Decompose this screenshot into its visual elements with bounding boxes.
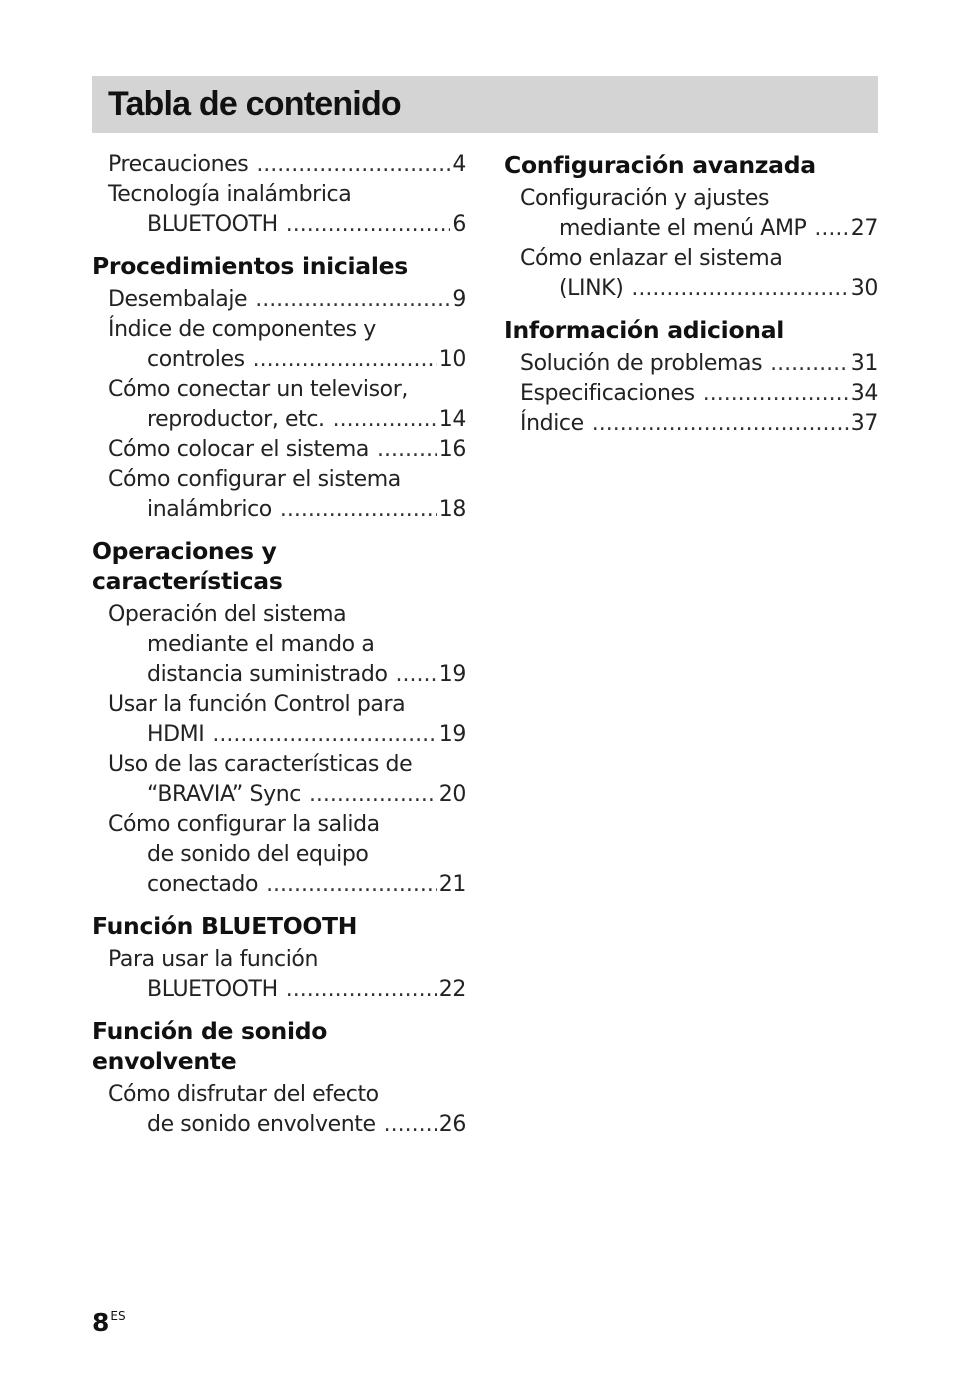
toc-leader-dots: [703, 379, 849, 409]
section-heading-line: Configuración avanzada: [504, 151, 816, 179]
toc-leader-dots: [770, 349, 849, 379]
toc-entry-text: conectado: [147, 872, 259, 897]
section-heading-line: Función BLUETOOTH: [92, 912, 358, 940]
toc-entry-line: [92, 630, 466, 660]
toc-page-number: 26: [438, 1112, 466, 1137]
toc-entry-text: Cómo conectar un televisor,: [108, 377, 408, 402]
toc-entry-line: [92, 975, 466, 1005]
toc-section: [504, 315, 878, 439]
toc-entry-text: inalámbrico: [147, 497, 272, 522]
toc-entry-line: [504, 379, 878, 409]
toc-page-number: 16: [438, 437, 466, 462]
toc-entry-text: Especificaciones: [520, 381, 695, 406]
toc-section: [92, 1016, 466, 1140]
toc-entry-list: [504, 184, 878, 304]
toc-entry-list: [92, 945, 466, 1005]
toc-entry-text: reproductor, etc.: [147, 407, 325, 432]
toc-entry[interactable]: [92, 315, 466, 375]
toc-entry-line: [92, 1080, 466, 1110]
toc-entry-text: Solución de problemas: [520, 351, 763, 376]
toc-entry-line: [92, 660, 466, 690]
section-heading: [504, 150, 878, 180]
section-heading: [92, 536, 466, 596]
toc-entry-line: [504, 184, 878, 214]
toc-entry[interactable]: [92, 375, 466, 435]
toc-page-number: 6: [452, 212, 466, 237]
toc-leader-dots: [333, 405, 437, 435]
toc-entry-text: Índice: [520, 411, 584, 436]
toc-entry-line: [504, 214, 878, 244]
toc-right-column: [504, 150, 878, 450]
toc-leader-dots: [814, 214, 848, 244]
toc-entry-line: [92, 210, 466, 240]
toc-entry-text: mediante el mando a: [147, 632, 375, 657]
toc-entry[interactable]: [92, 435, 466, 465]
toc-page-number: 34: [850, 381, 878, 406]
toc-leader-dots: [256, 150, 450, 180]
toc-entry[interactable]: [504, 409, 878, 439]
section-heading-line: Función de sonido: [92, 1017, 328, 1045]
toc-leader-dots: [377, 435, 437, 465]
toc-leader-dots: [396, 660, 437, 690]
page-number: [92, 1308, 126, 1337]
toc-entry-text: “BRAVIA” Sync: [147, 782, 301, 807]
toc-entry-text: Cómo colocar el sistema: [108, 437, 369, 462]
toc-entry-text: Índice de componentes y: [108, 317, 376, 342]
section-heading: [92, 251, 466, 281]
toc-entry-text: Cómo disfrutar del efecto: [108, 1082, 379, 1107]
toc-leader-dots: [255, 285, 450, 315]
toc-entry-line: [92, 435, 466, 465]
toc-entry-line: [92, 1110, 466, 1140]
toc-page-number: 10: [438, 347, 466, 372]
toc-page-number: 31: [850, 351, 878, 376]
toc-entry-text: Operación del sistema: [108, 602, 347, 627]
toc-page-number: 19: [438, 722, 466, 747]
toc-entry[interactable]: [92, 150, 466, 180]
toc-entry-text: HDMI: [147, 722, 205, 747]
toc-entry[interactable]: [92, 1080, 466, 1140]
section-heading-line: Operaciones y: [92, 537, 277, 565]
toc-leader-dots: [266, 870, 437, 900]
page-title: Tabla de contenido: [108, 85, 401, 123]
toc-entry-text: Usar la función Control para: [108, 692, 406, 717]
toc-entry-text: Uso de las características de: [108, 752, 413, 777]
toc-entry-text: BLUETOOTH: [147, 977, 278, 1002]
toc-entry[interactable]: [92, 945, 466, 1005]
toc-entry[interactable]: [504, 184, 878, 244]
toc-intro-entries: [92, 150, 466, 240]
section-heading: [92, 911, 466, 941]
toc-entry-text: Cómo enlazar el sistema: [520, 246, 783, 271]
toc-entry[interactable]: [92, 690, 466, 750]
toc-entry-line: [92, 315, 466, 345]
page-language-code: ES: [110, 1308, 126, 1323]
toc-entry-text: mediante el menú AMP: [559, 216, 807, 241]
toc-page-number: 18: [438, 497, 466, 522]
toc-entry-line: [92, 720, 466, 750]
toc-entry-line: [504, 409, 878, 439]
toc-entry[interactable]: [92, 810, 466, 900]
toc-entry[interactable]: [504, 379, 878, 409]
toc-entry-line: [92, 405, 466, 435]
toc-entry-line: [92, 945, 466, 975]
toc-entry-line: [92, 285, 466, 315]
toc-leader-dots: [631, 274, 848, 304]
toc-leader-dots: [253, 345, 437, 375]
section-heading: [504, 315, 878, 345]
toc-leader-dots: [280, 495, 437, 525]
toc-entry-line: [92, 495, 466, 525]
toc-entry-list: [92, 1080, 466, 1140]
toc-entry[interactable]: [504, 244, 878, 304]
toc-entry-line: [92, 345, 466, 375]
toc-entry-text: Cómo configurar la salida: [108, 812, 380, 837]
toc-page-number: 20: [438, 782, 466, 807]
toc-entry-text: controles: [147, 347, 245, 372]
section-heading-line: envolvente: [92, 1047, 237, 1075]
toc-entry-text: Cómo configurar el sistema: [108, 467, 401, 492]
toc-entry-text: Configuración y ajustes: [520, 186, 770, 211]
toc-page-number: 21: [438, 872, 466, 897]
toc-section: [92, 536, 466, 900]
toc-entry[interactable]: [92, 465, 466, 525]
section-heading-line: Procedimientos iniciales: [92, 252, 408, 280]
toc-entry-text: (LINK): [559, 276, 624, 301]
toc-entry[interactable]: [504, 349, 878, 379]
toc-entry-line: [92, 840, 466, 870]
toc-entry-text: Precauciones: [108, 152, 249, 177]
toc-entry-list: [504, 349, 878, 439]
toc-entry-line: [504, 244, 878, 274]
toc-page-number: 14: [438, 407, 466, 432]
toc-page-number: 19: [438, 662, 466, 687]
toc-entry-text: BLUETOOTH: [147, 212, 278, 237]
toc-entry-line: [92, 150, 466, 180]
toc-page-number: 30: [850, 276, 878, 301]
toc-entry-text: de sonido envolvente: [147, 1112, 376, 1137]
toc-entry-text: Tecnología inalámbrica: [108, 182, 352, 207]
toc-page-number: 4: [452, 152, 466, 177]
toc-entry[interactable]: [92, 285, 466, 315]
toc-entry-line: [504, 349, 878, 379]
section-heading-line: Información adicional: [504, 316, 785, 344]
toc-section: [504, 150, 878, 304]
toc-page-number: 9: [452, 287, 466, 312]
toc-entry[interactable]: [92, 180, 466, 240]
toc-entry-list: [92, 600, 466, 900]
toc-entry-line: [92, 780, 466, 810]
toc-entry[interactable]: [92, 750, 466, 810]
toc-leader-dots: [592, 409, 849, 439]
toc-entry-line: [92, 690, 466, 720]
toc-entry-line: [92, 180, 466, 210]
toc-entry-list: [92, 285, 466, 525]
toc-entry-text: Para usar la función: [108, 947, 319, 972]
toc-entry-text: distancia suministrado: [147, 662, 388, 687]
section-heading: [92, 1016, 466, 1076]
toc-leader-dots: [384, 1110, 437, 1140]
toc-section: [92, 911, 466, 1005]
toc-section: [92, 251, 466, 525]
toc-entry-line: [92, 375, 466, 405]
page-number-value: 8: [92, 1308, 110, 1337]
toc-left-column: [92, 150, 466, 1151]
toc-entry-line: [92, 810, 466, 840]
toc-page-number: 27: [850, 216, 878, 241]
toc-entry[interactable]: [92, 600, 466, 690]
toc-page-number: 37: [850, 411, 878, 436]
toc-entry-line: [92, 750, 466, 780]
toc-entry-text: Desembalaje: [108, 287, 248, 312]
toc-entry-line: [504, 274, 878, 304]
toc-entry-line: [92, 465, 466, 495]
toc-page-number: 22: [438, 977, 466, 1002]
toc-leader-dots: [212, 720, 436, 750]
toc-leader-dots: [286, 975, 437, 1005]
title-bar: [92, 76, 878, 133]
toc-entry-line: [92, 600, 466, 630]
toc-leader-dots: [286, 210, 451, 240]
toc-leader-dots: [309, 780, 437, 810]
toc-entry-line: [92, 870, 466, 900]
toc-entry-text: de sonido del equipo: [147, 842, 369, 867]
section-heading-line: características: [92, 567, 283, 595]
